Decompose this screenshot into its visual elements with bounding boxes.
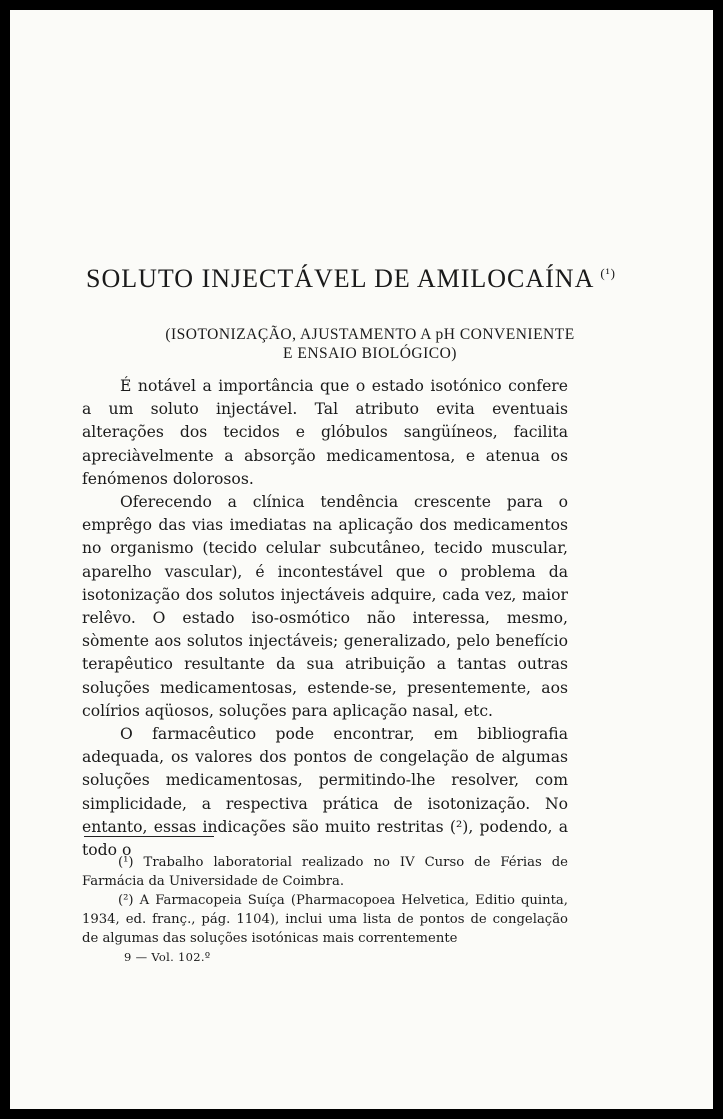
subtitle-line: (ISOTONIZAÇÃO, AJUSTAMENTO A pH CONVENIENTE bbox=[165, 326, 575, 343]
title-footnote-ref: (¹) bbox=[600, 265, 616, 281]
footnote-divider bbox=[84, 836, 214, 837]
footnote: (²) A Farmacopeia Suíça (Pharmacopoea Helvetica, Editio quinta, 1934, ed. franç., pág. 1104), inclui uma lista de pontos de congelação de algumas das soluções isotónicas mais correntemente bbox=[82, 893, 568, 946]
footnote: (¹) Trabalho laboratorial realizado no IV Curso de Férias de Farmácia da Universidade de Coimbra. bbox=[82, 855, 568, 889]
article-subtitle bbox=[110, 325, 630, 363]
body-paragraph: Oferecendo a clínica tendência crescente para o emprêgo das vias imediatas na aplicação dos medicamentos no organismo (tecido celular subcutâneo, tecido muscular, aparelho vascular), é incontestável que o problema da isotonização dos solutos injectáveis adquire, cada vez, maior relêvo. O estado iso-osmótico não interessa, mesmo, sòmente aos solutos injectáveis; generalizado, pelo benefício terapêutico resultante da sua atribuição a tantas outras soluções medicamentosas, estende-se, presentemente, aos colírios aqüosos, soluções para aplicação nasal, etc. bbox=[82, 493, 568, 720]
body-paragraph: O farmacêutico pode encontrar, em bibliografia adequada, os valores dos pontos de congelação de algumas soluções medicamentosas, permitindo-lhe resolver, com simplicidade, a respectiva prática de isotonização. No entanto, essas indicações são muito restritas (²), podendo, a todo o bbox=[82, 725, 568, 860]
title-text: SOLUTO INJECTÁVEL DE AMILOCAÍNA bbox=[86, 264, 593, 293]
document-page bbox=[10, 10, 713, 1109]
article-body bbox=[82, 375, 568, 862]
body-paragraph: É notável a importância que o estado isotónico confere a um soluto injectável. Tal atributo evita eventuais alterações dos tecidos e glóbulos sangüíneos, facilita apreciàvelmente a absorção medicamentosa, e atenua os fenómenos dolorosos. bbox=[82, 377, 568, 488]
article-title bbox=[86, 264, 646, 294]
signature-mark: 9 — Vol. 102.º bbox=[124, 950, 211, 964]
subtitle-line: E ENSAIO BIOLÓGICO) bbox=[283, 345, 457, 362]
footnotes bbox=[82, 853, 568, 948]
